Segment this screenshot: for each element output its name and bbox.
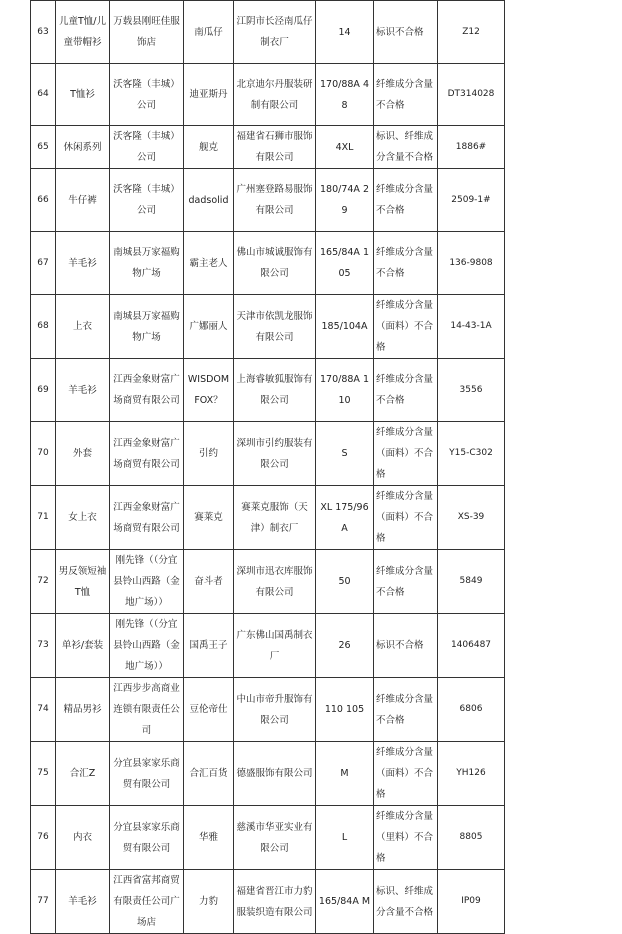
manufacturer-cell: 福建省石狮市服饰有限公司 bbox=[234, 126, 316, 169]
spec-cell: 26 bbox=[316, 614, 374, 678]
table-row bbox=[31, 550, 505, 614]
spec-cell: 50 bbox=[316, 550, 374, 614]
seller-cell: 沃客隆（丰城）公司 bbox=[110, 126, 184, 169]
batch-code-cell: 8805 bbox=[438, 806, 505, 870]
row-number: 65 bbox=[31, 126, 56, 169]
table-row bbox=[31, 678, 505, 742]
batch-code-cell: XS-39 bbox=[438, 486, 505, 550]
batch-code-cell: 2509-1# bbox=[438, 169, 505, 232]
table-row bbox=[31, 1, 505, 64]
batch-code-cell: 14-43-1A bbox=[438, 295, 505, 359]
manufacturer-cell: 中山市帝升服饰有限公司 bbox=[234, 678, 316, 742]
result-cell: 纤维成分含量（面料）不合格 bbox=[374, 486, 438, 550]
table-row bbox=[31, 232, 505, 295]
result-cell: 纤维成分含量（面料）不合格 bbox=[374, 295, 438, 359]
batch-code-cell: 136-9808 bbox=[438, 232, 505, 295]
result-cell: 标识、纤维成分含量不合格 bbox=[374, 870, 438, 934]
brand-cell: 合汇百货 bbox=[184, 742, 234, 806]
table-row bbox=[31, 742, 505, 806]
product-name: 羊毛衫 bbox=[56, 232, 110, 295]
spec-cell: 170/88A 48 bbox=[316, 64, 374, 126]
product-name: 男反领短袖T恤 bbox=[56, 550, 110, 614]
seller-cell: 刚先锋（（分宜县铃山西路（金地广场）） bbox=[110, 614, 184, 678]
manufacturer-cell: 慈溪市华亚实业有限公司 bbox=[234, 806, 316, 870]
batch-code-cell: 6806 bbox=[438, 678, 505, 742]
manufacturer-cell: 福建省晋江市力豹服装织造有限公司 bbox=[234, 870, 316, 934]
spec-cell: 180/74A 29 bbox=[316, 169, 374, 232]
table-row bbox=[31, 169, 505, 232]
table-row bbox=[31, 486, 505, 550]
brand-cell: 豆伦帝仕 bbox=[184, 678, 234, 742]
manufacturer-cell: 深圳市引约服装有限公司 bbox=[234, 422, 316, 486]
spec-cell: S bbox=[316, 422, 374, 486]
batch-code-cell: 3556 bbox=[438, 359, 505, 422]
seller-cell: 沃客隆（丰城）公司 bbox=[110, 169, 184, 232]
result-cell: 纤维成分含量（面料）不合格 bbox=[374, 422, 438, 486]
product-name: 羊毛衫 bbox=[56, 870, 110, 934]
spec-cell: 165/84A M bbox=[316, 870, 374, 934]
seller-cell: 南城县万家福购物广场 bbox=[110, 295, 184, 359]
seller-cell: 江西步步高商业连锁有限责任公司 bbox=[110, 678, 184, 742]
table-row bbox=[31, 64, 505, 126]
product-name: T恤衫 bbox=[56, 64, 110, 126]
batch-code-cell: IP09 bbox=[438, 870, 505, 934]
row-number: 68 bbox=[31, 295, 56, 359]
table-row bbox=[31, 295, 505, 359]
seller-cell: 南城县万家福购物广场 bbox=[110, 232, 184, 295]
row-number: 70 bbox=[31, 422, 56, 486]
manufacturer-cell: 天津市依凯龙服饰有限公司 bbox=[234, 295, 316, 359]
table-row bbox=[31, 422, 505, 486]
product-name: 单衫/套装 bbox=[56, 614, 110, 678]
brand-cell: 霸主老人 bbox=[184, 232, 234, 295]
table-row bbox=[31, 806, 505, 870]
brand-cell: 力豹 bbox=[184, 870, 234, 934]
product-name: 上衣 bbox=[56, 295, 110, 359]
brand-cell: WISDOMFOX？ bbox=[184, 359, 234, 422]
product-name: 羊毛衫 bbox=[56, 359, 110, 422]
manufacturer-cell: 深圳市迅衣库服饰有限公司 bbox=[234, 550, 316, 614]
table-row bbox=[31, 614, 505, 678]
seller-cell: 分宜县家家乐商贸有限公司 bbox=[110, 806, 184, 870]
result-cell: 纤维成分含量（面料）不合格 bbox=[374, 742, 438, 806]
row-number: 64 bbox=[31, 64, 56, 126]
results-table bbox=[30, 0, 505, 934]
batch-code-cell: 1886# bbox=[438, 126, 505, 169]
row-number: 67 bbox=[31, 232, 56, 295]
batch-code-cell: DT314028 bbox=[438, 64, 505, 126]
result-cell: 纤维成分含量不合格 bbox=[374, 169, 438, 232]
manufacturer-cell: 佛山市城诚服饰有限公司 bbox=[234, 232, 316, 295]
table-row bbox=[31, 359, 505, 422]
result-cell: 纤维成分含量不合格 bbox=[374, 232, 438, 295]
seller-cell: 江西省富邦商贸有限责任公司广场店 bbox=[110, 870, 184, 934]
product-name: 女上衣 bbox=[56, 486, 110, 550]
result-cell: 纤维成分含量不合格 bbox=[374, 359, 438, 422]
batch-code-cell: Z12 bbox=[438, 1, 505, 64]
result-cell: 标识不合格 bbox=[374, 1, 438, 64]
table-row bbox=[31, 126, 505, 169]
brand-cell: 广娜丽人 bbox=[184, 295, 234, 359]
result-cell: 标识、纤维成分含量不合格 bbox=[374, 126, 438, 169]
manufacturer-cell: 广东佛山国禹制衣厂 bbox=[234, 614, 316, 678]
seller-cell: 江西金象财富广场商贸有限公司 bbox=[110, 486, 184, 550]
manufacturer-cell: 赛莱克服饰（天津）制衣厂 bbox=[234, 486, 316, 550]
result-cell: 纤维成分含量不合格 bbox=[374, 550, 438, 614]
row-number: 69 bbox=[31, 359, 56, 422]
product-name: 外套 bbox=[56, 422, 110, 486]
product-name: 牛仔裤 bbox=[56, 169, 110, 232]
result-cell: 纤维成分含量（里料）不合格 bbox=[374, 806, 438, 870]
row-number: 77 bbox=[31, 870, 56, 934]
manufacturer-cell: 德盛服饰有限公司 bbox=[234, 742, 316, 806]
brand-cell: 迪亚斯丹 bbox=[184, 64, 234, 126]
brand-cell: 国禹王子 bbox=[184, 614, 234, 678]
spec-cell: 170/88A 110 bbox=[316, 359, 374, 422]
brand-cell: 南瓜仔 bbox=[184, 1, 234, 64]
brand-cell: 舰克 bbox=[184, 126, 234, 169]
brand-cell: dadsolid bbox=[184, 169, 234, 232]
result-cell: 纤维成分含量不合格 bbox=[374, 64, 438, 126]
seller-cell: 万载县刚旺佳服饰店 bbox=[110, 1, 184, 64]
row-number: 76 bbox=[31, 806, 56, 870]
spec-cell: 4XL bbox=[316, 126, 374, 169]
brand-cell: 赛莱克 bbox=[184, 486, 234, 550]
batch-code-cell: 5849 bbox=[438, 550, 505, 614]
spec-cell: XL 175/96A bbox=[316, 486, 374, 550]
spec-cell: 110 105 bbox=[316, 678, 374, 742]
manufacturer-cell: 广州塞登路易服饰有限公司 bbox=[234, 169, 316, 232]
row-number: 73 bbox=[31, 614, 56, 678]
row-number: 63 bbox=[31, 1, 56, 64]
batch-code-cell: Y15-C302 bbox=[438, 422, 505, 486]
row-number: 72 bbox=[31, 550, 56, 614]
product-name: 儿童T恤/儿童带帽衫 bbox=[56, 1, 110, 64]
spec-cell: L bbox=[316, 806, 374, 870]
product-name: 合汇Z bbox=[56, 742, 110, 806]
batch-code-cell: YH126 bbox=[438, 742, 505, 806]
seller-cell: 刚先锋（（分宜县铃山西路（金地广场）） bbox=[110, 550, 184, 614]
spec-cell: 14 bbox=[316, 1, 374, 64]
batch-code-cell: 1406487 bbox=[438, 614, 505, 678]
spec-cell: M bbox=[316, 742, 374, 806]
manufacturer-cell: 江阴市长泾南瓜仔制衣厂 bbox=[234, 1, 316, 64]
result-cell: 纤维成分含量不合格 bbox=[374, 678, 438, 742]
row-number: 66 bbox=[31, 169, 56, 232]
manufacturer-cell: 上海睿敏狐服饰有限公司 bbox=[234, 359, 316, 422]
table-row bbox=[31, 870, 505, 934]
manufacturer-cell: 北京迪尔丹服装研制有限公司 bbox=[234, 64, 316, 126]
row-number: 75 bbox=[31, 742, 56, 806]
result-cell: 标识不合格 bbox=[374, 614, 438, 678]
product-name: 内衣 bbox=[56, 806, 110, 870]
spec-cell: 185/104A bbox=[316, 295, 374, 359]
seller-cell: 沃客隆（丰城）公司 bbox=[110, 64, 184, 126]
brand-cell: 华雅 bbox=[184, 806, 234, 870]
product-name: 休闲系列 bbox=[56, 126, 110, 169]
seller-cell: 分宜县家家乐商贸有限公司 bbox=[110, 742, 184, 806]
row-number: 71 bbox=[31, 486, 56, 550]
spec-cell: 165/84A 105 bbox=[316, 232, 374, 295]
seller-cell: 江西金象财富广场商贸有限公司 bbox=[110, 359, 184, 422]
row-number: 74 bbox=[31, 678, 56, 742]
seller-cell: 江西金象财富广场商贸有限公司 bbox=[110, 422, 184, 486]
brand-cell: 奋斗者 bbox=[184, 550, 234, 614]
product-name: 精品男衫 bbox=[56, 678, 110, 742]
brand-cell: 引约 bbox=[184, 422, 234, 486]
